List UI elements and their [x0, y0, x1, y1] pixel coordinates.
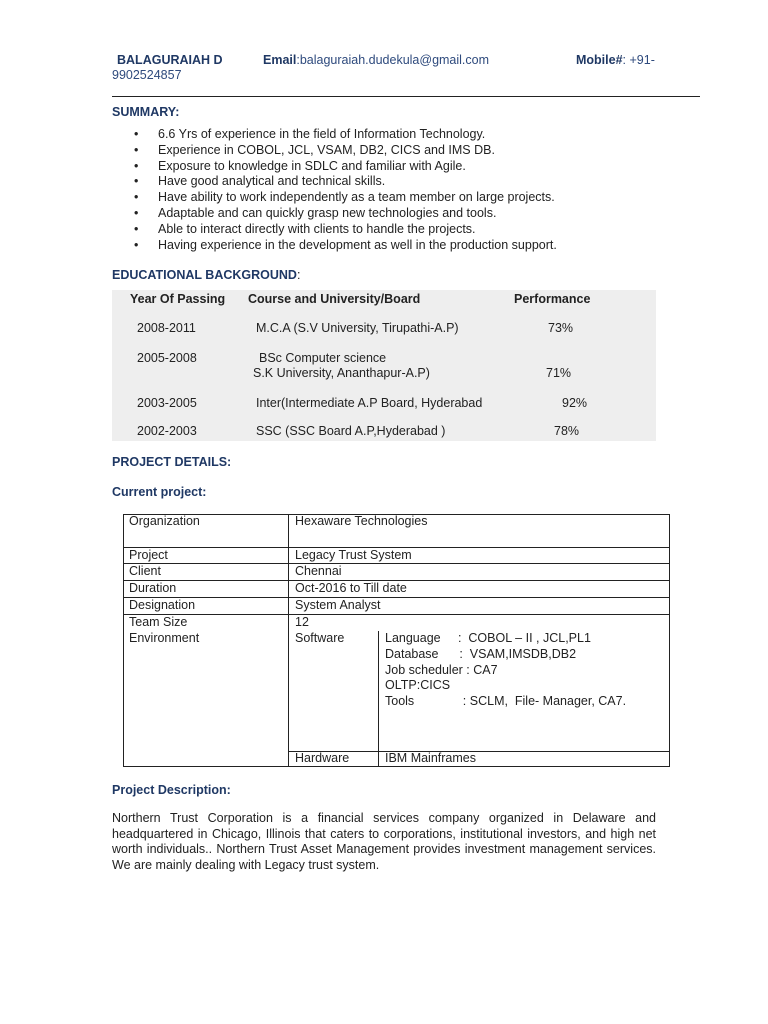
- table-border: [669, 514, 670, 767]
- email-label: Email: [263, 53, 297, 67]
- bullet-icon: •: [134, 174, 139, 189]
- header-divider: [112, 96, 700, 97]
- project-table: [123, 514, 669, 767]
- table-border: [288, 514, 289, 766]
- summary-list: [112, 127, 557, 253]
- email-contact: [263, 53, 489, 67]
- bullet-icon: •: [134, 158, 139, 173]
- summary-item: [112, 159, 557, 175]
- summary-item: [112, 238, 557, 254]
- edu-year: 2005-2008: [137, 351, 197, 365]
- edu-course: SSC (SSC Board A.P,Hyderabad ): [256, 424, 446, 438]
- summary-item: [112, 206, 557, 222]
- summary-item: [112, 222, 557, 238]
- project-label: Project: [129, 548, 168, 562]
- hardware-label: Hardware: [295, 751, 350, 765]
- project-details-heading: PROJECT DETAILS:: [112, 455, 232, 469]
- edu-performance: 71%: [546, 366, 572, 380]
- duration-value: Oct-2016 to Till date: [295, 581, 407, 595]
- table-border: [123, 514, 124, 766]
- education-heading: EDUCATIONAL BACKGROUND:: [112, 268, 301, 282]
- edu-course-line1: BSc Computer science: [259, 351, 387, 365]
- software-job-scheduler: Job scheduler : CA7: [385, 663, 498, 677]
- current-project-heading: Current project:: [112, 485, 207, 499]
- summary-item-text: Have ability to work independently as a team member on large projects.: [158, 190, 555, 205]
- summary-item: [112, 143, 557, 159]
- client-value: Chennai: [295, 564, 342, 578]
- project-description-heading: Project Description:: [112, 783, 231, 797]
- project-value: Legacy Trust System: [295, 548, 412, 562]
- software-oltp: OLTP:CICS: [385, 678, 451, 692]
- summary-item-text: Exposure to knowledge in SDLC and familiar with Agile.: [158, 158, 466, 173]
- summary-item: [112, 127, 557, 143]
- summary-item-text: Adaptable and can quickly grasp new technologies and tools.: [158, 205, 497, 220]
- table-border: [123, 614, 669, 615]
- edu-year: 2003-2005: [137, 396, 197, 410]
- edu-course: M.C.A (S.V University, Tirupathi-A.P): [256, 321, 459, 335]
- organization-value: Hexaware Technologies: [295, 514, 428, 528]
- email-value: :balaguraiah.dudekula@gmail.com: [296, 53, 490, 67]
- column-header-year: Year Of Passing: [130, 292, 226, 306]
- software-label: Software: [295, 631, 345, 645]
- education-table: [112, 290, 656, 441]
- candidate-name: BALAGURAIAH D: [117, 53, 223, 67]
- edu-year: 2002-2003: [137, 424, 197, 438]
- column-header-performance: Performance: [514, 292, 591, 306]
- summary-item-text: Able to interact directly with clients to handle the projects.: [158, 221, 476, 236]
- edu-course: Inter(Intermediate A.P Board, Hyderabad: [256, 396, 483, 410]
- designation-label: Designation: [129, 598, 196, 612]
- organization-label: Organization: [129, 514, 200, 528]
- mobile-value-part1: : +91-: [622, 53, 655, 67]
- mobile-contact: [576, 53, 655, 67]
- summary-item: [112, 190, 557, 206]
- client-label: Client: [129, 564, 161, 578]
- table-border: [123, 563, 669, 564]
- summary-item-text: Have good analytical and technical skills.: [158, 174, 386, 189]
- bullet-icon: •: [134, 221, 139, 236]
- summary-item-text: Experience in COBOL, JCL, VSAM, DB2, CICS and IMS DB.: [158, 142, 495, 157]
- edu-performance: 78%: [554, 424, 580, 438]
- mobile-label: Mobile#: [576, 53, 623, 67]
- summary-item-text: 6.6 Yrs of experience in the field of Information Technology.: [158, 127, 486, 141]
- project-description-text: Northern Trust Corporation is a financial services company organized in Delaware and headquartered in Chicago, Illinois that caters to corporations, institutional investors, and high net worth individuals.. Northern Trust Asset Management provides investment management services. We are mainly dealing with Legacy trust system.: [112, 811, 656, 872]
- edu-performance: 73%: [548, 321, 574, 335]
- mobile-value-part2: 9902524857: [112, 68, 182, 82]
- team-size-value: 12: [295, 615, 309, 629]
- bullet-icon: •: [134, 190, 139, 205]
- duration-label: Duration: [129, 581, 177, 595]
- table-border: [123, 597, 669, 598]
- summary-heading: SUMMARY:: [112, 105, 180, 119]
- column-header-course: Course and University/Board: [248, 292, 421, 306]
- bullet-icon: •: [134, 205, 139, 220]
- bullet-icon: •: [134, 127, 139, 141]
- table-border: [123, 766, 669, 767]
- summary-item: [112, 174, 557, 190]
- hardware-value: IBM Mainframes: [385, 751, 476, 765]
- edu-performance: 92%: [562, 396, 588, 410]
- team-size-label: Team Size: [129, 615, 188, 629]
- software-language: Language : COBOL – II , JCL,PL1: [385, 631, 591, 645]
- bullet-icon: •: [134, 237, 139, 252]
- edu-course-line2: S.K University, Ananthapur-A.P): [253, 366, 430, 380]
- edu-year: 2008-2011: [137, 321, 196, 335]
- software-database: Database : VSAM,IMSDB,DB2: [385, 647, 577, 661]
- designation-value: System Analyst: [295, 598, 381, 612]
- software-tools: Tools : SCLM, File- Manager, CA7.: [385, 694, 627, 708]
- bullet-icon: •: [134, 142, 139, 157]
- summary-item-text: Having experience in the development as well in the production support.: [158, 237, 557, 252]
- environment-label: Environment: [129, 631, 200, 645]
- table-border: [378, 631, 379, 766]
